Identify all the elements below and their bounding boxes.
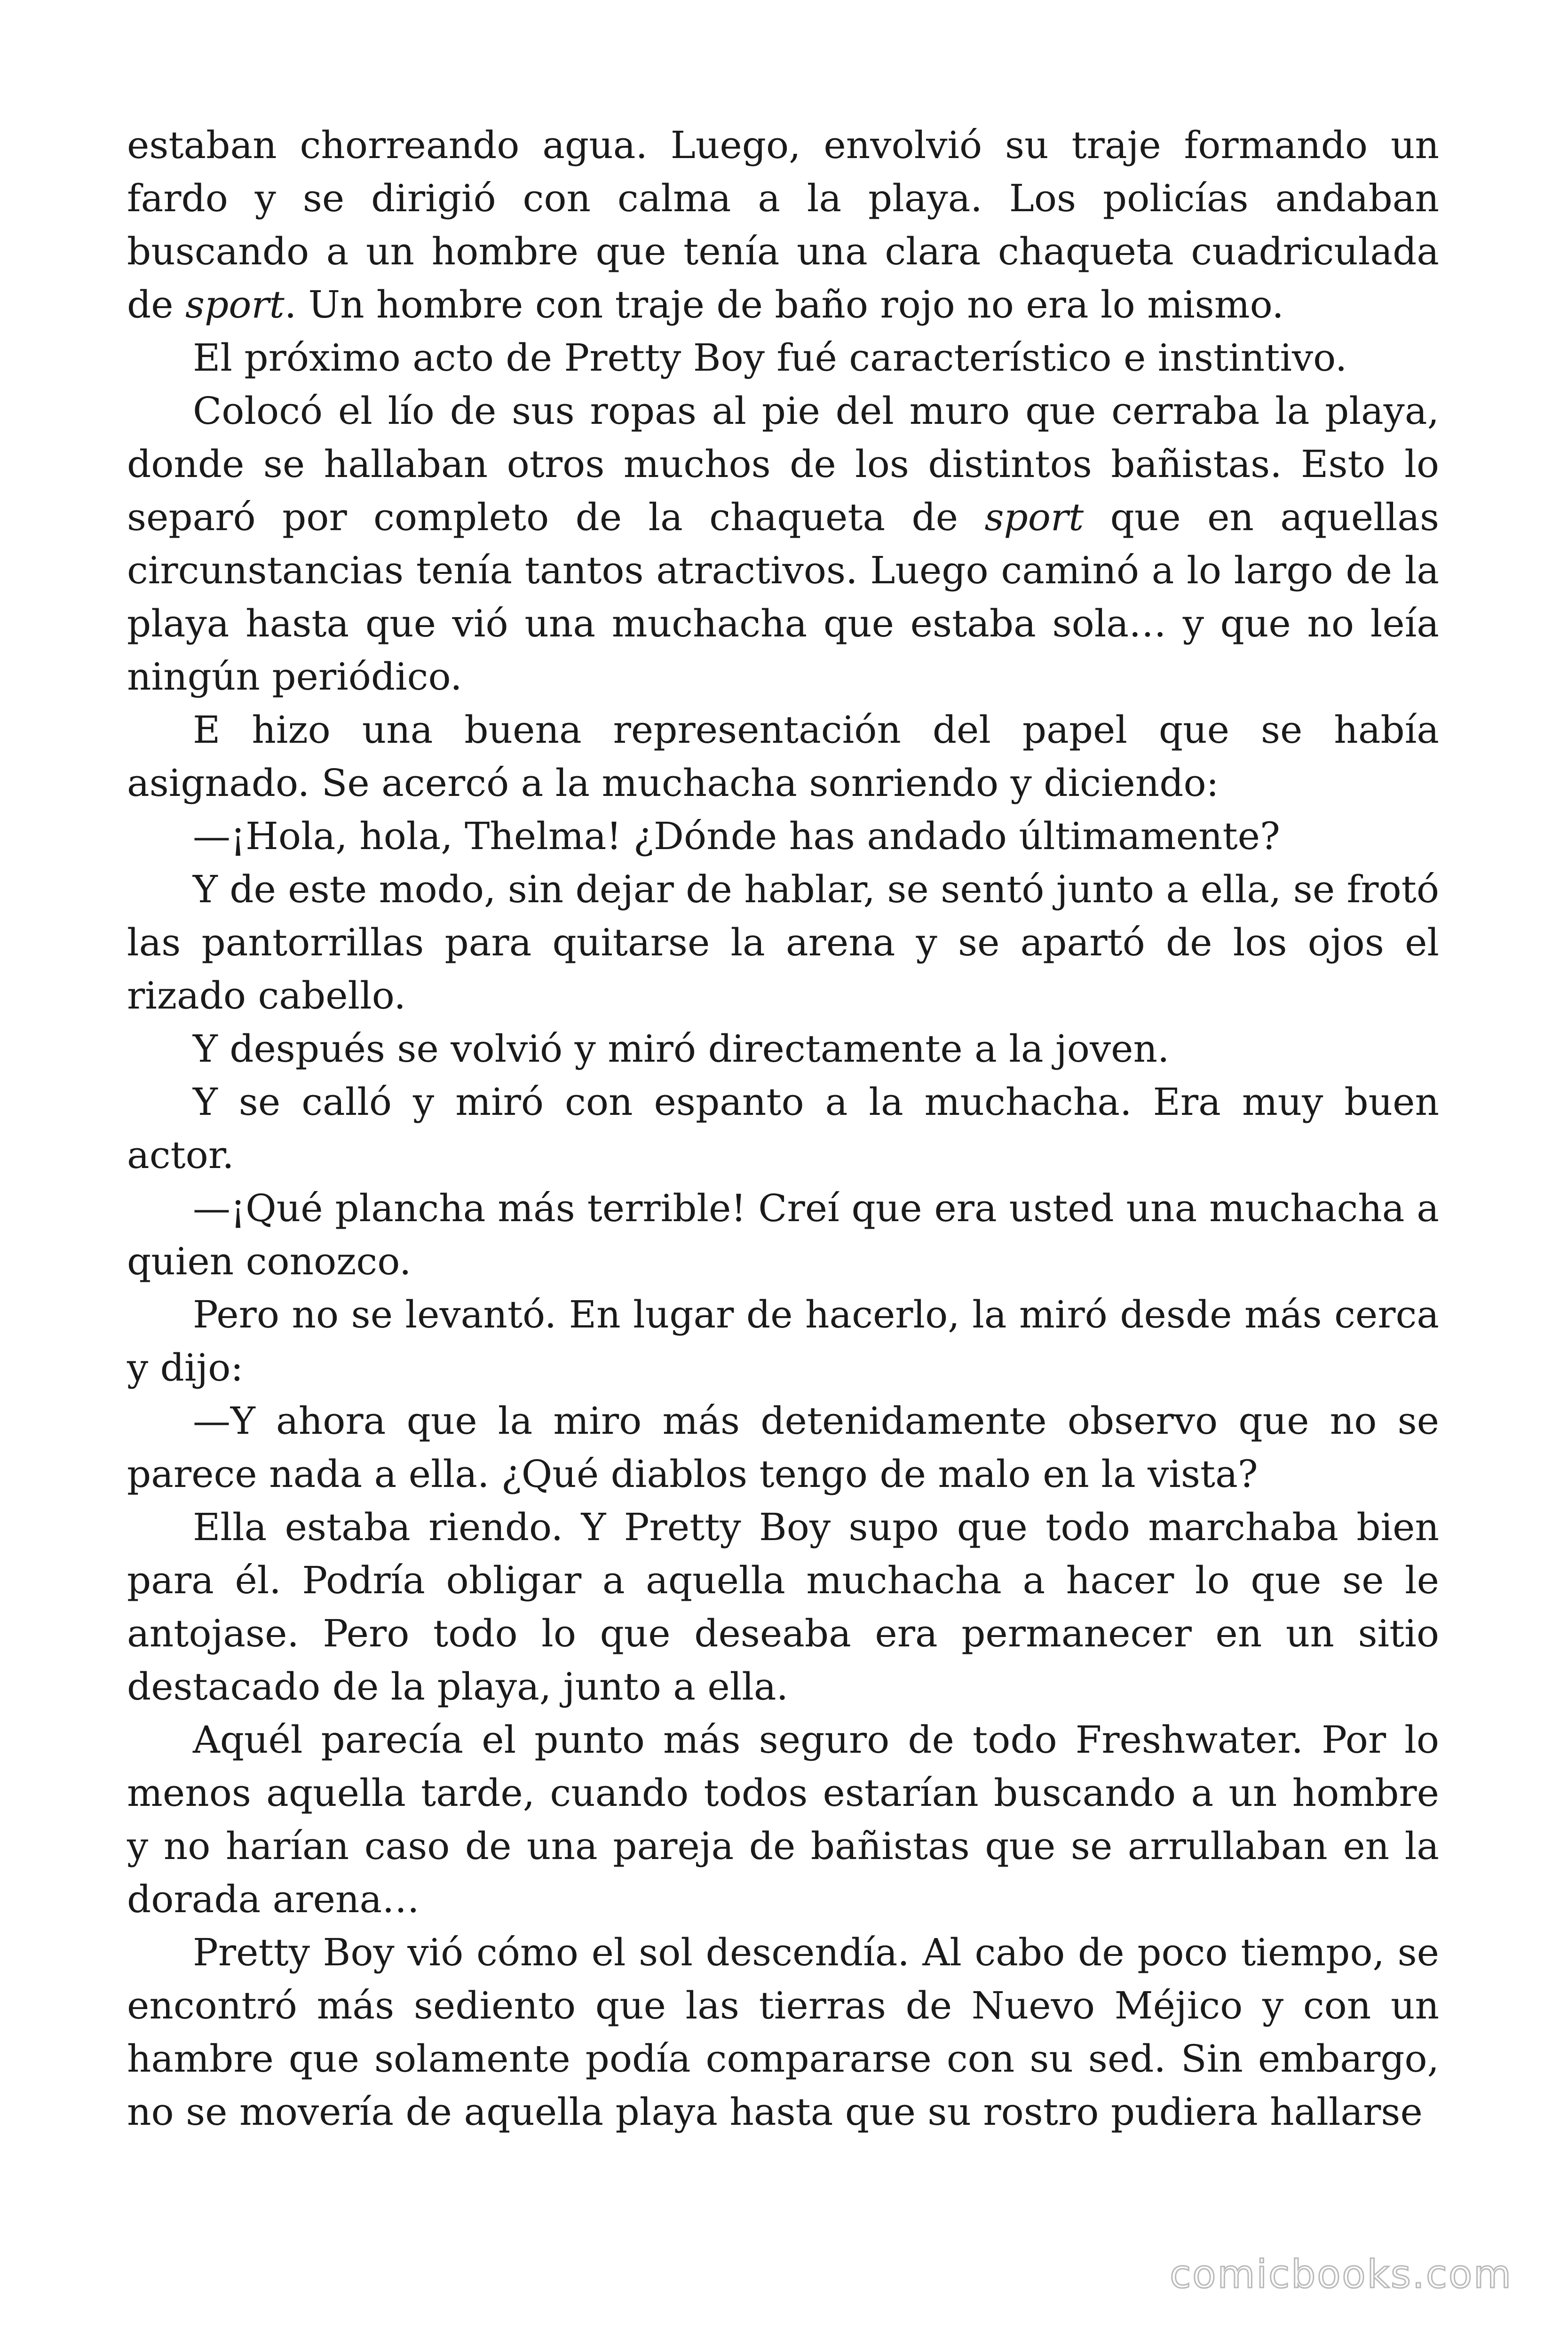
text-segment: Y se calló y miró con espanto a la muchacha. Era muy buen actor. (127, 1080, 1439, 1177)
paragraph (127, 384, 1439, 703)
text-segment: Pero no se levantó. En lugar de hacerlo, la miró desde más cerca y dijo: (127, 1293, 1439, 1390)
paragraph (127, 1713, 1439, 1926)
text-segment: Y después se volvió y miró directamente a la joven. (193, 1027, 1170, 1071)
text-segment: —¡Hola, hola, Thelma! ¿Dónde has andado últimamente? (193, 814, 1280, 858)
paragraph (127, 331, 1439, 384)
text-segment: que en aquellas circunstancias tenía tantos atractivos. Luego caminó a lo largo de la playa hasta que vió una muchacha que estaba sola… y que no leía ningún periódico. (127, 495, 1439, 699)
book-page-text (127, 119, 1439, 2138)
text-segment: —¡Qué plancha más terrible! Creí que era usted una muchacha a quien conozco. (127, 1186, 1439, 1283)
text-segment: Y de este modo, sin dejar de hablar, se sentó junto a ella, se frotó las pantorrillas para quitarse la arena y se apartó de los ojos el rizado cabello. (127, 867, 1439, 1017)
paragraph (127, 863, 1439, 1022)
text-segment: estaban chorreando agua. Luego, envolvió su traje formando un fardo y se dirigió con calma a la playa. Los policías andaban buscando a un hombre que tenía una clara chaqueta cuadriculada de (127, 123, 1439, 326)
italic-text-segment: sport (185, 283, 285, 326)
text-segment: Aquél parecía el punto más seguro de todo Freshwater. Por lo menos aquella tarde, cuando todos estarían buscando a un hombre y no harían caso de una pareja de bañistas que se arrullaban en la dorada arena… (127, 1718, 1439, 1921)
text-segment: —Y ahora que la miro más detenidamente observo que no se parece nada a ella. ¿Qué diablos tengo de malo en la vista? (127, 1399, 1439, 1496)
paragraph (127, 1288, 1439, 1394)
text-segment: E hizo una buena representación del papel que se había asignado. Se acercó a la muchacha sonriendo y diciendo: (127, 708, 1439, 805)
dialogue-paragraph (127, 810, 1439, 863)
italic-text-segment: sport (984, 495, 1084, 539)
text-segment: . Un hombre con traje de baño rojo no era lo mismo. (284, 283, 1284, 326)
paragraph (127, 1926, 1439, 2138)
dialogue-paragraph (127, 1182, 1439, 1288)
paragraph (127, 1501, 1439, 1713)
text-segment: Ella estaba riendo. Y Pretty Boy supo que todo marchaba bien para él. Podría obligar a aquella muchacha a hacer lo que se le antojase. Pero todo lo que deseaba era permanecer en un sitio destacado de la playa, junto a ella. (127, 1505, 1439, 1708)
paragraph (127, 1075, 1439, 1182)
paragraph (127, 1022, 1439, 1075)
dialogue-paragraph (127, 1394, 1439, 1501)
paragraph (127, 119, 1439, 331)
text-segment: El próximo acto de Pretty Boy fué característico e instintivo. (193, 336, 1347, 380)
text-segment: Pretty Boy vió cómo el sol descendía. Al cabo de poco tiempo, se encontró más sediento que las tierras de Nuevo Méjico y con un hambre que solamente podía compararse con su sed. Sin embargo, no se movería de aquella playa hasta que su rostro pudiera hallarse (127, 1931, 1439, 2134)
watermark-text: comicbooks.com (1170, 2252, 1513, 2297)
text-segment: Colocó el lío de sus ropas al pie del muro que cerraba la playa, donde se hallaban otros muchos de los distintos bañistas. Esto lo separó por completo de la chaqueta de (127, 389, 1439, 539)
paragraph (127, 703, 1439, 810)
